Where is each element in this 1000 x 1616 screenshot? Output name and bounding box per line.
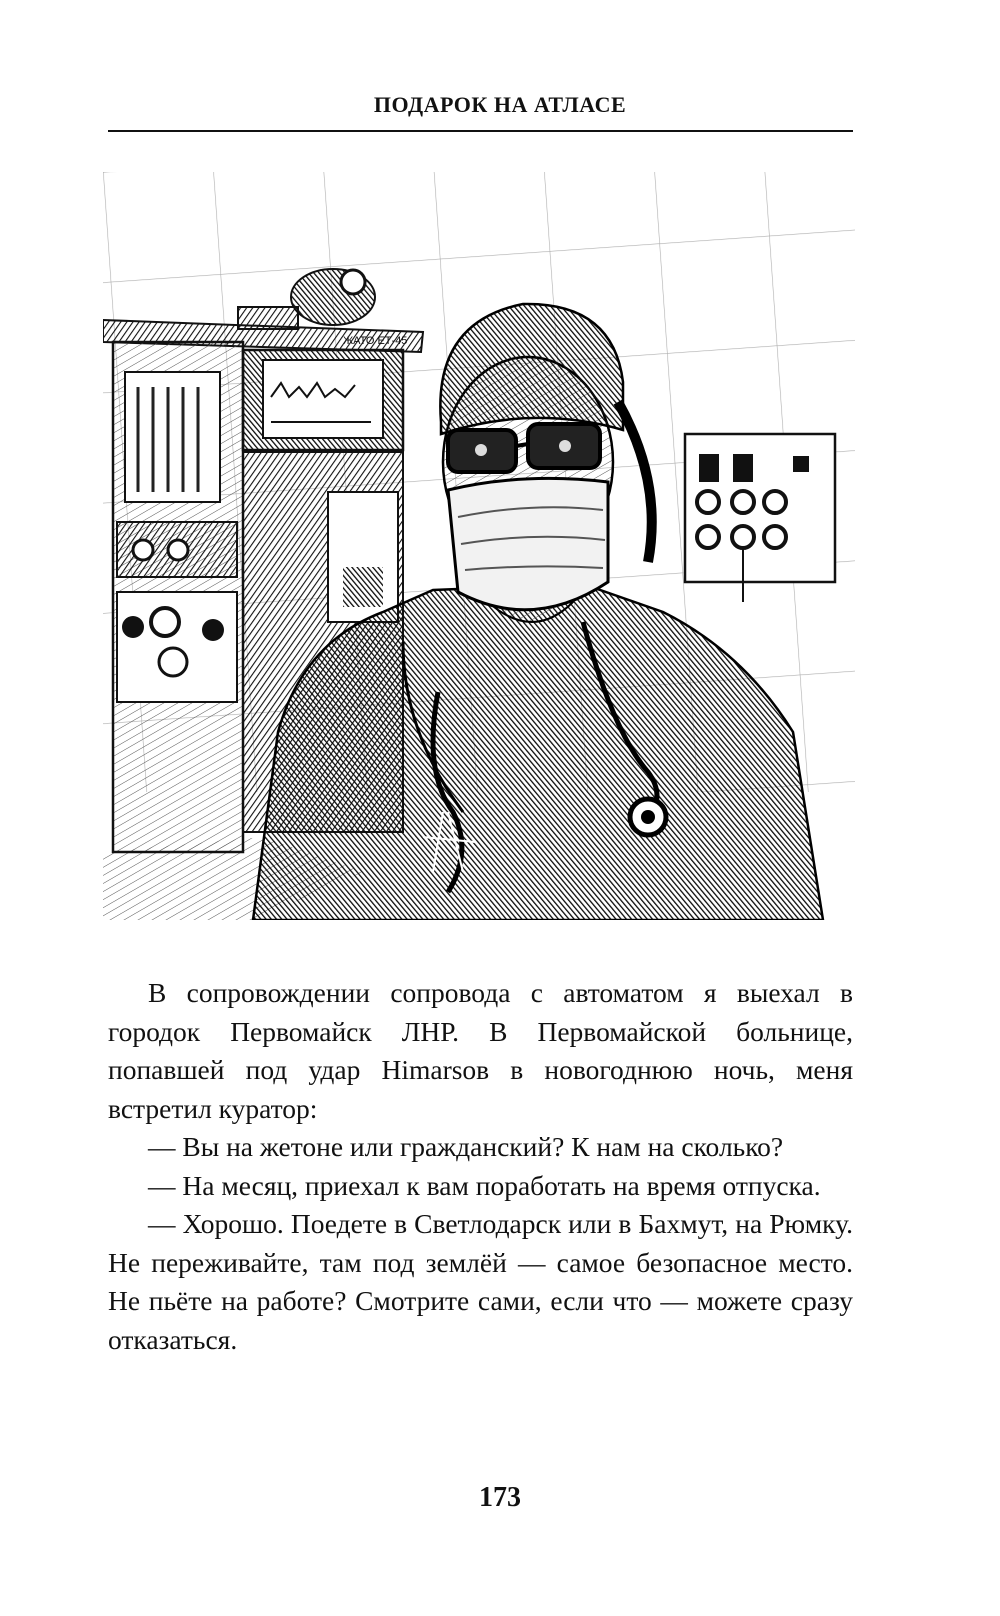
running-title: ПОДАРОК НА АТЛАСЕ bbox=[373, 92, 627, 117]
body-text bbox=[108, 974, 853, 1359]
wall-control-panel bbox=[685, 434, 835, 602]
page-number: 173 bbox=[479, 1482, 521, 1513]
paragraph: — Вы на жетоне или гражданский? К нам на сколько? bbox=[148, 1131, 784, 1162]
paragraph: — На месяц, приехал к вам поработать на время отпуска. bbox=[148, 1169, 821, 1201]
header-rule bbox=[108, 130, 853, 132]
paragraph: — Хорошо. Поедете в Светлодарск или в Бахмут, на Рюмку. Не переживайте, там под землёй — самое безопасное место. Не пьёте на работе? Смотрите сами, если что — можете сразу отказаться. bbox=[108, 1208, 853, 1355]
doctor-illustration bbox=[103, 172, 855, 920]
equipment-label: ЖАТО ЕТ-45 bbox=[343, 335, 408, 347]
paragraph: В сопровождении сопровода с автоматом я выехал в городок Первомайск ЛНР. В Первомайской больнице, попавшей под удар Himarsов в новогоднюю ночь, меня встретил куратор: bbox=[108, 977, 853, 1124]
